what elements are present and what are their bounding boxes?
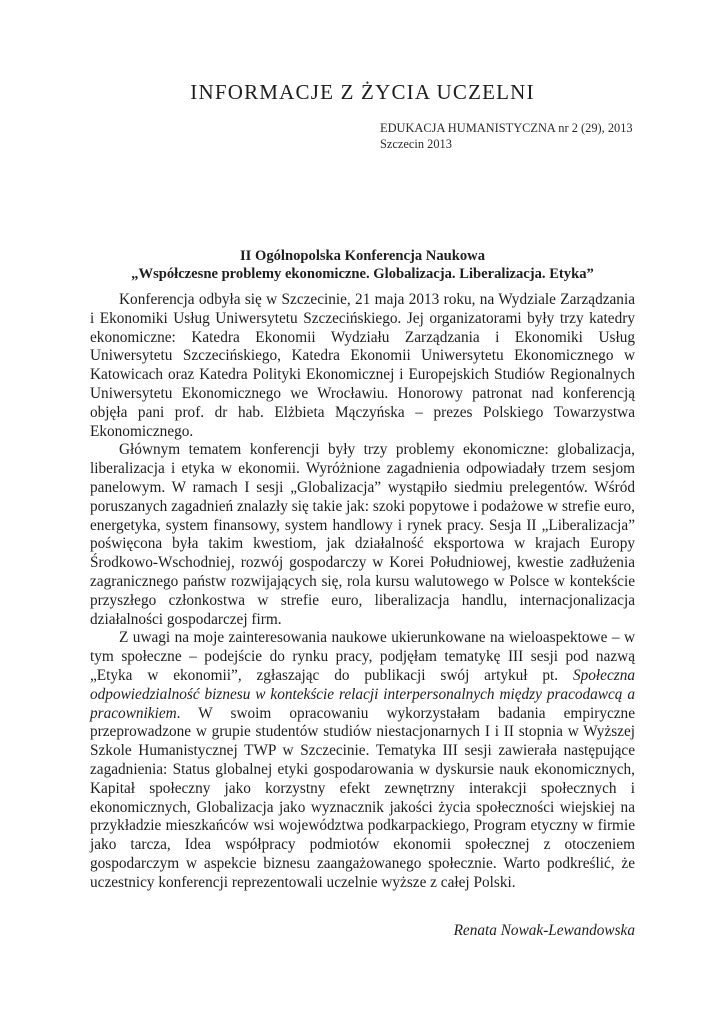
paragraph-3-rest: . W swoim opracowaniu wykorzystałam badania empiryczne przeprowadzone w grupie studentów studiów niestacjonarnych I i II stopnia w Wyższej Szkole Humanistycznej TWP w Szczecinie. Tematyka III sesji zawierała następujące zagadnienia: Status globalnej etyki gospodarowania w dyskursie nauk ekonomicznych, Kapitał społeczny jako korzystny efekt zewnętrzny interakcji społecznych i ekonomicznych, Globalizacja jako wyznacznik jakości życia społeczności wiejskiej na przykładzie mieszkańców wsi województwa podkarpackiego, Program etyczny w firmie jako tarcza, Idea współpracy podmiotów ekonomii społecznej z otoczeniem gospodarczym w aspekcie biznesu zaangażowanego społecznie. Warto podkreślić, że uczestnicy konferencji reprezentowali uczelnie wyższe z całej Polski. [90, 704, 635, 891]
section-title: INFORMACJE Z ŻYCIA UCZELNI [190, 80, 535, 104]
paragraph-2: Głównym tematem konferencji były trzy problemy ekonomiczne: globalizacja, liberalizacja i etyka w ekonomii. Wyróżnione zagadnienia odpowiadały trzem sesjom panelowym. W ramach I sesji „Globalizacja” wystąpiło siedmiu prelegentów. Wśród poruszanych zagadnień znalazły się takie jak: szoki popytowe i podażowe w strefie euro, energetyka, system finansowy, system handlowy i rynek pracy. Sesja II „Liberalizacja” poświęcona była takim kwestiom, jak działalność eksportowa w krajach Europy Środkowo-Wschodniej, rozwój gospodarczy w Korei Południowej, kwestie zadłużenia zagranicznego państw rozwijających się, rola kursu walutowego w Polsce w kontekście przyszłego członkostwa w strefie euro, liberalizacja handlu, internacjonalizacja działalności gospodarczej firm. [90, 441, 635, 628]
article-title-line-1: II Ogólnopolska Konferencja Naukowa [239, 248, 486, 264]
journal-info [380, 120, 633, 152]
paragraph-1: Konferencja odbyła się w Szczecinie, 21 maja 2013 roku, na Wydziale Zarządzania i Ekonomiki Usług Uniwersytetu Szczecińskiego. Jej organizatorami były trzy katedry ekonomiczne: Katedra Ekonomii Wydziału Zarządzania i Ekonomiki Usług Uniwersytetu Szczecińskiego, Katedra Ekonomii Uniwersytetu Ekonomicznego w Katowicach oraz Katedra Polityki Ekonomicznej i Europejskich Studiów Regionalnych Uniwersytetu Ekonomicznego we Wrocławiu. Honorowy patronat nad konferencją objęła pani prof. dr hab. Elżbieta Mączyńska – prezes Polskiego Towarzystwa Ekonomicznego. [90, 291, 635, 440]
author-signature: Renata Nowak-Lewandowska [453, 922, 635, 939]
paragraph-3-intro: Z uwagi na moje zainteresowania naukowe ukierunkowane na wieloaspektowe – w tym społeczne – podejście do rynku pracy, podjęłam tematykę III sesji pod nazwą „Etyka w ekonomii”, zgłaszając do publikacji swój artykuł pt. [90, 629, 635, 684]
cited-article-title: Społeczna odpowiedzialność biznesu w kontekście relacji interpersonalnych między pracodawcą a pracownikiem [90, 666, 635, 722]
journal-line: EDUKACJA HUMANISTYCZNA nr 2 (29), 2013 [380, 121, 633, 135]
place-line: Szczecin 2013 [380, 137, 452, 151]
article-title-line-2: „Współczesne problemy ekonomiczne. Globalizacja. Liberalizacja. Etyka” [131, 266, 594, 282]
article-body [90, 291, 635, 893]
article-title [90, 247, 635, 283]
paragraph-3 [90, 629, 635, 892]
